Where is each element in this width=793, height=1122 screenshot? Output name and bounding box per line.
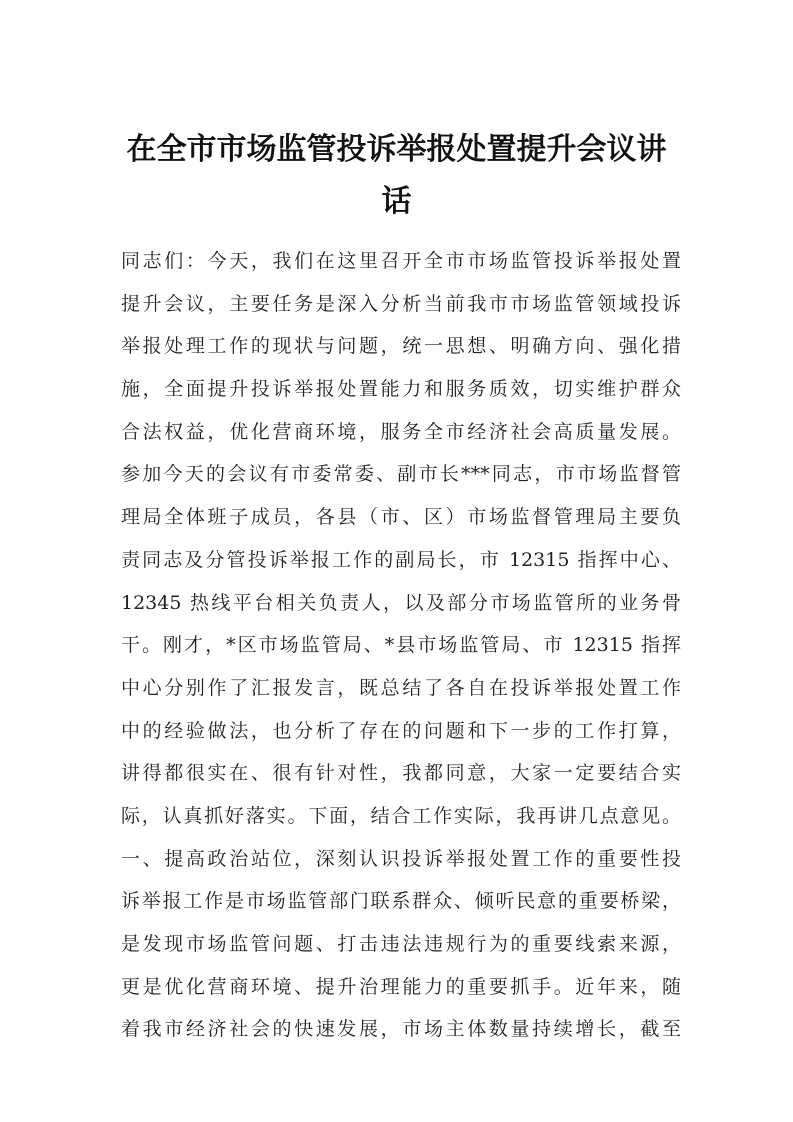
- title-line-2: 话: [381, 184, 412, 219]
- title-line-1: 在全市市场监管投诉举报处置提升会议讲: [126, 132, 667, 167]
- body-line: 着我市经济社会的快速发展，市场主体数量持续增长，截至: [121, 1018, 681, 1041]
- body-line: 中心分别作了汇报发言，既总结了各自在投诉举报处置工作: [121, 676, 681, 699]
- body-line: 干。刚才，*区市场监管局、*县市场监管局、市 12315 指挥: [121, 634, 681, 657]
- body-line: 一、提高政治站位，深刻认识投诉举报处置工作的重要性投: [121, 847, 681, 870]
- body-line: 际，认真抓好落实。下面，结合工作实际，我再讲几点意见。: [121, 804, 681, 827]
- body-line: 12345 热线平台相关负责人，以及部分市场监管所的业务骨: [121, 591, 681, 614]
- body-line: 中的经验做法，也分析了存在的问题和下一步的工作打算，: [121, 719, 681, 742]
- document-title: [110, 124, 683, 228]
- body-line: 同志们：今天，我们在这里召开全市市场监管投诉举报处置: [121, 250, 681, 272]
- body-line: 举报处理工作的现状与问题，统一思想、明确方向、强化措: [121, 335, 681, 358]
- body-line: 更是优化营商环境、提升治理能力的重要抓手。近年来，随: [121, 975, 681, 998]
- body-line: 参加今天的会议有市委常委、副市长***同志，市市场监督管: [121, 463, 681, 486]
- body-line: 诉举报工作是市场监管部门联系群众、倾听民意的重要桥梁，: [121, 890, 681, 913]
- body-line: 责同志及分管投诉举报工作的副局长，市 12315 指挥中心、: [121, 548, 681, 571]
- body-line: 提升会议，主要任务是深入分析当前我市市场监管领域投诉: [121, 292, 681, 315]
- body-line: 讲得都很实在、很有针对性，我都同意，大家一定要结合实: [121, 762, 681, 785]
- document-body: [121, 240, 681, 1051]
- body-line: 施，全面提升投诉举报处置能力和服务质效，切实维护群众: [121, 378, 681, 401]
- body-line: 是发现市场监管问题、打击违法违规行为的重要线索来源，: [121, 933, 681, 955]
- body-line: 合法权益，优化营商环境，服务全市经济社会高质量发展。: [121, 420, 681, 443]
- body-line: 理局全体班子成员，各县（市、区）市场监督管理局主要负: [121, 506, 681, 529]
